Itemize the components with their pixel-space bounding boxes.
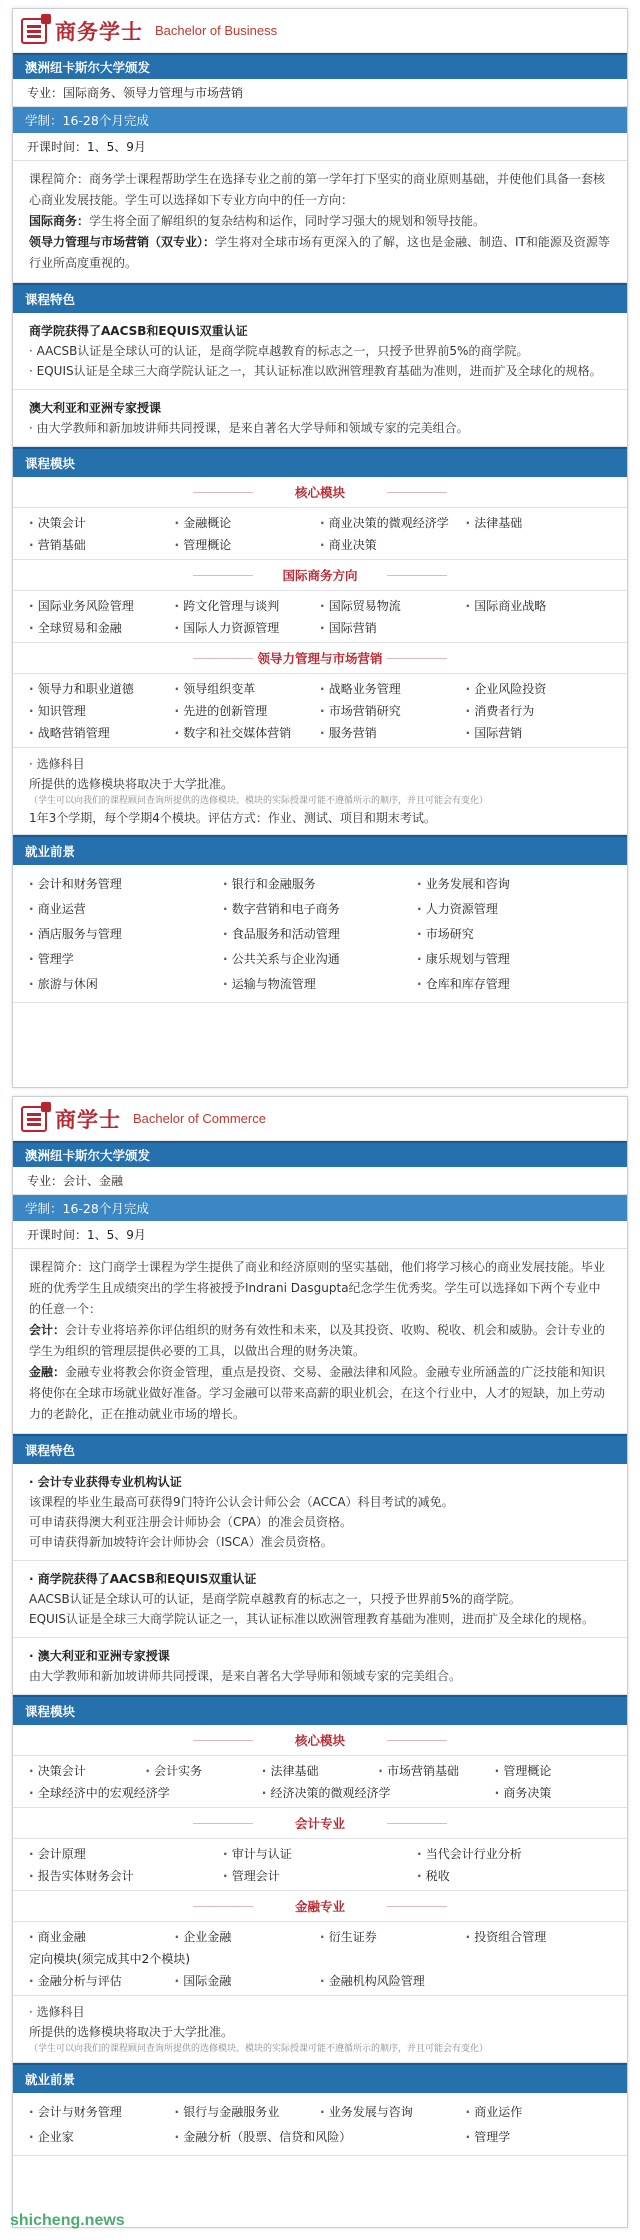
list-item: · 金融分析与评估: [29, 1972, 175, 1989]
feature-line: 由大学教师和新加坡讲师共同授课，是来自著名大学导师和领域专家的完美组合。: [29, 1669, 462, 1683]
list-item: · 酒店服务与管理: [29, 925, 223, 942]
list-item: · 银行和金融服务: [223, 875, 417, 892]
feature-professional-accreditation: [13, 1464, 627, 1561]
feature-line: 该课程的毕业生最高可获得9门特许公认会计师公会（ACCA）科目考试的减免。: [29, 1495, 454, 1509]
list-item: · 法律基础: [466, 514, 612, 531]
feature-line: 可申请获得澳大利亚注册会计师协会（CPA）的准会员资格。: [29, 1515, 353, 1529]
features-bar: 课程特色: [13, 1434, 627, 1464]
list-item: · 会计实务: [145, 1762, 261, 1779]
list-item: · 经济决策的微观经济学: [262, 1784, 495, 1801]
list-item: · 先进的创新管理: [175, 702, 321, 719]
book-logo-icon: [21, 18, 47, 44]
list-item: · 银行与金融服务业: [175, 2103, 321, 2120]
list-item: · 市场营销基础: [378, 1762, 494, 1779]
feature-head: 商学院获得了AACSB和EQUIS双重认证: [29, 324, 248, 338]
career-bar: 就业前景: [13, 2063, 627, 2093]
list-item: · 领导力和职业道德: [29, 680, 175, 697]
feature-accreditation: [13, 313, 627, 390]
list-item: · 业务发展和咨询: [417, 875, 611, 892]
list-item: · 旅游与休闲: [29, 975, 223, 992]
major-name: 领导力管理与市场营销（双专业）：: [29, 235, 216, 249]
list-item: · 商业决策: [320, 536, 466, 553]
list-item: · 管理概论: [175, 536, 321, 553]
feature-line: AACSB认证是全球认可的认证，是商学院卓越教育的标志之一，只授予世界前5%的商学院。: [29, 1592, 521, 1606]
modules-bar: 课程模块: [13, 447, 627, 477]
intl-business-head: 国际商务方向: [13, 560, 627, 591]
features-bar: 课程特色: [13, 283, 627, 313]
list-item: · 跨文化管理与谈判: [175, 597, 321, 614]
leadership-grid: [13, 674, 627, 748]
list-item: · 国际业务风险管理: [29, 597, 175, 614]
list-item: · 战略营销管理: [29, 724, 175, 741]
list-item: · 当代会计行业分析: [417, 1845, 611, 1862]
intro-text: 商务学士课程帮助学生在选择专业之前的第一学年打下坚实的商业原则基础，并使他们具备一套核心商业发展技能。学生可以选择如下专业方向中的任一方向：: [29, 172, 606, 207]
career-bar: 就业前景: [13, 835, 627, 865]
list-item: · 服务营销: [320, 724, 466, 741]
list-item: · 全球贸易和金融: [29, 619, 175, 636]
feature-experts: [13, 1638, 627, 1695]
card-title-row: [13, 9, 627, 53]
card-title-row: [13, 1097, 627, 1141]
accounting-grid: [13, 1839, 627, 1891]
finance-head: 金融专业: [13, 1891, 627, 1922]
list-item: · 国际营销: [466, 724, 612, 741]
feature-line: · EQUIS认证是全球三大商学院认证之一，其认证标准以欧洲管理教育基础为准则，进而扩及全球化的规格。: [29, 364, 602, 378]
elective-head: · 选修科目: [29, 757, 85, 771]
career-grid: [13, 2093, 627, 2156]
list-item: · 业务发展与咨询: [320, 2103, 466, 2120]
list-item: · 消费者行为: [466, 702, 612, 719]
elective-small-note: （学生可以向我们的课程顾问查询所提供的选修模块。模块的实际授课可能不遵循所示的顺序，并且可能会有变化）: [29, 2044, 489, 2054]
list-item: · 商业运营: [29, 900, 223, 917]
list-item: · 领导组织变革: [175, 680, 321, 697]
list-item: · 商务决策: [495, 1784, 611, 1801]
elective-small-note: （学生可以向我们的课程顾问查询所提供的选修模块。模块的实际授课可能不遵循所示的顺序，并且可能会有变化）: [29, 796, 489, 806]
feature-experts: [13, 390, 627, 447]
bachelor-of-business-card: [12, 8, 628, 1088]
list-item: · 国际营销: [320, 619, 466, 636]
list-item: · 商业运作: [466, 2103, 612, 2120]
core-modules-grid: [13, 508, 627, 560]
accounting-head: 会计专业: [13, 1808, 627, 1839]
electives-note: [13, 748, 627, 835]
intake-row: 开课时间：1、5、9月: [13, 133, 627, 161]
feature-accreditation: [13, 1561, 627, 1638]
list-item: · 康乐规划与管理: [417, 950, 611, 967]
major-desc: 会计专业将培养你评估组织的财务有效性和未来，以及其投资、收购、税收、机会和威胁。会计专业的学生为组织的管理层提供必要的工具，以做出合理的财务决策。: [29, 1323, 606, 1358]
list-item: · 企业家: [29, 2128, 175, 2145]
list-item: · 国际人力资源管理: [175, 619, 321, 636]
list-item: · 公共关系与企业沟通: [223, 950, 417, 967]
feature-line: · AACSB认证是全球认可的认证，是商学院卓越教育的标志之一，只授予世界前5%的商学院。: [29, 344, 529, 358]
list-item: · 管理学: [466, 2128, 612, 2145]
university-bar: 澳洲纽卡斯尔大学颁发: [13, 53, 627, 79]
major-name: 会计：: [29, 1323, 66, 1337]
major-name: 金融：: [29, 1365, 66, 1379]
list-item: · 审计与认证: [223, 1845, 417, 1862]
book-logo-icon: [21, 1106, 47, 1132]
elective-text: 所提供的选修模块将取决于大学批准。: [29, 2025, 234, 2039]
card-title-en: Bachelor of Business: [155, 23, 278, 38]
list-item: · 数字和社交媒体营销: [175, 724, 321, 741]
card-title-cn: 商务学士: [55, 19, 143, 44]
list-item: · 数字营销和电子商务: [223, 900, 417, 917]
feature-head: · 澳大利亚和亚洲专家授课: [29, 1649, 170, 1663]
intl-business-grid: [13, 591, 627, 643]
core-modules-head: 核心模块: [13, 477, 627, 508]
watermark: shicheng.news: [10, 2212, 125, 2229]
card-title-cn: 商学士: [55, 1107, 121, 1132]
list-item: · 管理概论: [495, 1762, 611, 1779]
list-item: · 知识管理: [29, 702, 175, 719]
list-item: · 人力资源管理: [417, 900, 611, 917]
feature-head: · 会计专业获得专业机构认证: [29, 1475, 182, 1489]
major-row: 专业：会计、金融: [13, 1167, 627, 1195]
list-item: · 仓库和库存管理: [417, 975, 611, 992]
list-item: · 食品服务和活动管理: [223, 925, 417, 942]
list-item: · 决策会计: [29, 514, 175, 531]
list-item: · 国际商业战略: [466, 597, 612, 614]
career-grid: [13, 865, 627, 1003]
major-row: 专业：国际商务、领导力管理与市场营销: [13, 79, 627, 107]
elective-text: 所提供的选修模块将取决于大学批准。: [29, 777, 234, 791]
course-intro: [13, 161, 627, 283]
list-item: · 市场营销研究: [320, 702, 466, 719]
feature-line: · 由大学教师和新加坡讲师共同授课，是来自著名大学导师和领域专家的完美组合。: [29, 421, 469, 435]
list-item: · 企业风险投资: [466, 680, 612, 697]
list-item: · 国际贸易物流: [320, 597, 466, 614]
list-item: · 税收: [417, 1867, 611, 1884]
major-desc: 金融专业将教会你资金管理，重点是投资、交易、金融法律和风险。金融专业所涵盖的广泛技能和知识将使你在全球市场就业做好准备。学习金融可以带来高薪的职业机会，在这个行业中，人才的短缺，加上劳动力的老龄化，正在推动就业市场的增长。: [29, 1365, 606, 1421]
list-item: · 报告实体财务会计: [29, 1867, 223, 1884]
directed-modules-label: 定向模块(须完成其中2个模块): [29, 1952, 190, 1966]
list-item: · 运输与物流管理: [223, 975, 417, 992]
intake-row: 开课时间：1、5、9月: [13, 1221, 627, 1249]
list-item: · 管理学: [29, 950, 223, 967]
feature-line: EQUIS认证是全球三大商学院认证之一，其认证标准以欧洲管理教育基础为准则，进而扩及全球化的规格。: [29, 1612, 594, 1626]
feature-head: · 商学院获得了AACSB和EQUIS双重认证: [29, 1572, 257, 1586]
major-name: 国际商务：: [29, 214, 90, 228]
list-item: · 法律基础: [262, 1762, 378, 1779]
card-title-en: Bachelor of Commerce: [133, 1111, 266, 1126]
intro-text: 这门商学士课程为学生提供了商业和经济原则的坚实基础，他们将学习核心的商业发展技能。毕业班的优秀学生且成绩突出的学生将被授予Indrani Dasgupta纪念学生优秀奖。学生可以选择如下两个专业中的任意一个：: [29, 1260, 606, 1316]
list-item: · 投资组合管理: [466, 1928, 612, 1945]
list-item: · 金融分析（股票、信贷和风险）: [175, 2128, 466, 2145]
modules-bar: 课程模块: [13, 1695, 627, 1725]
assessment-text: 1年3个学期，每个学期4个模块。评估方式：作业、测试、项目和期末考试。: [29, 811, 436, 825]
list-item: · 营销基础: [29, 536, 175, 553]
electives-note: [13, 1996, 627, 2063]
feature-line: 可申请获得新加坡特许会计师协会（ISCA）准会员资格。: [29, 1535, 333, 1549]
list-item: · 企业金融: [175, 1928, 321, 1945]
list-item: · 会计和财务管理: [29, 875, 223, 892]
list-item: · 国际金融: [175, 1972, 321, 1989]
list-item: · 商业金融: [29, 1928, 175, 1945]
list-item: · 金融概论: [175, 514, 321, 531]
core-modules-head: 核心模块: [13, 1725, 627, 1756]
list-item: · 市场研究: [417, 925, 611, 942]
core-modules-grid: [13, 1756, 627, 1808]
list-item: · 决策会计: [29, 1762, 145, 1779]
list-item: · 战略业务管理: [320, 680, 466, 697]
leadership-head: 领导力管理与市场营销: [13, 643, 627, 674]
list-item: · 商业决策的微观经济学: [320, 514, 466, 531]
elective-head: · 选修科目: [29, 2005, 85, 2019]
finance-grid: [13, 1922, 627, 1996]
list-item: · 全球经济中的宏观经济学: [29, 1784, 262, 1801]
intro-label: 课程简介：: [29, 172, 90, 186]
list-item: · 金融机构风险管理: [320, 1972, 611, 1989]
bachelor-of-commerce-card: [12, 1096, 628, 2228]
intro-label: 课程简介：: [29, 1260, 90, 1274]
feature-head: 澳大利亚和亚洲专家授课: [29, 401, 162, 415]
list-item: · 管理会计: [223, 1867, 417, 1884]
major-desc: 学生将全面了解组织的复杂结构和运作，同时学习强大的规划和领导技能。: [89, 214, 486, 228]
list-item: · 会计原理: [29, 1845, 223, 1862]
university-bar: 澳洲纽卡斯尔大学颁发: [13, 1141, 627, 1167]
duration-bar: 学制：16-28个月完成: [13, 107, 627, 133]
major-desc: 学生将对全球市场有更深入的了解，这也是金融、制造、IT和能源及资源等行业所高度重视的。: [29, 235, 610, 270]
list-item: · 衍生证券: [320, 1928, 466, 1945]
duration-bar: 学制：16-28个月完成: [13, 1195, 627, 1221]
course-intro: [13, 1249, 627, 1434]
list-item: · 会计与财务管理: [29, 2103, 175, 2120]
